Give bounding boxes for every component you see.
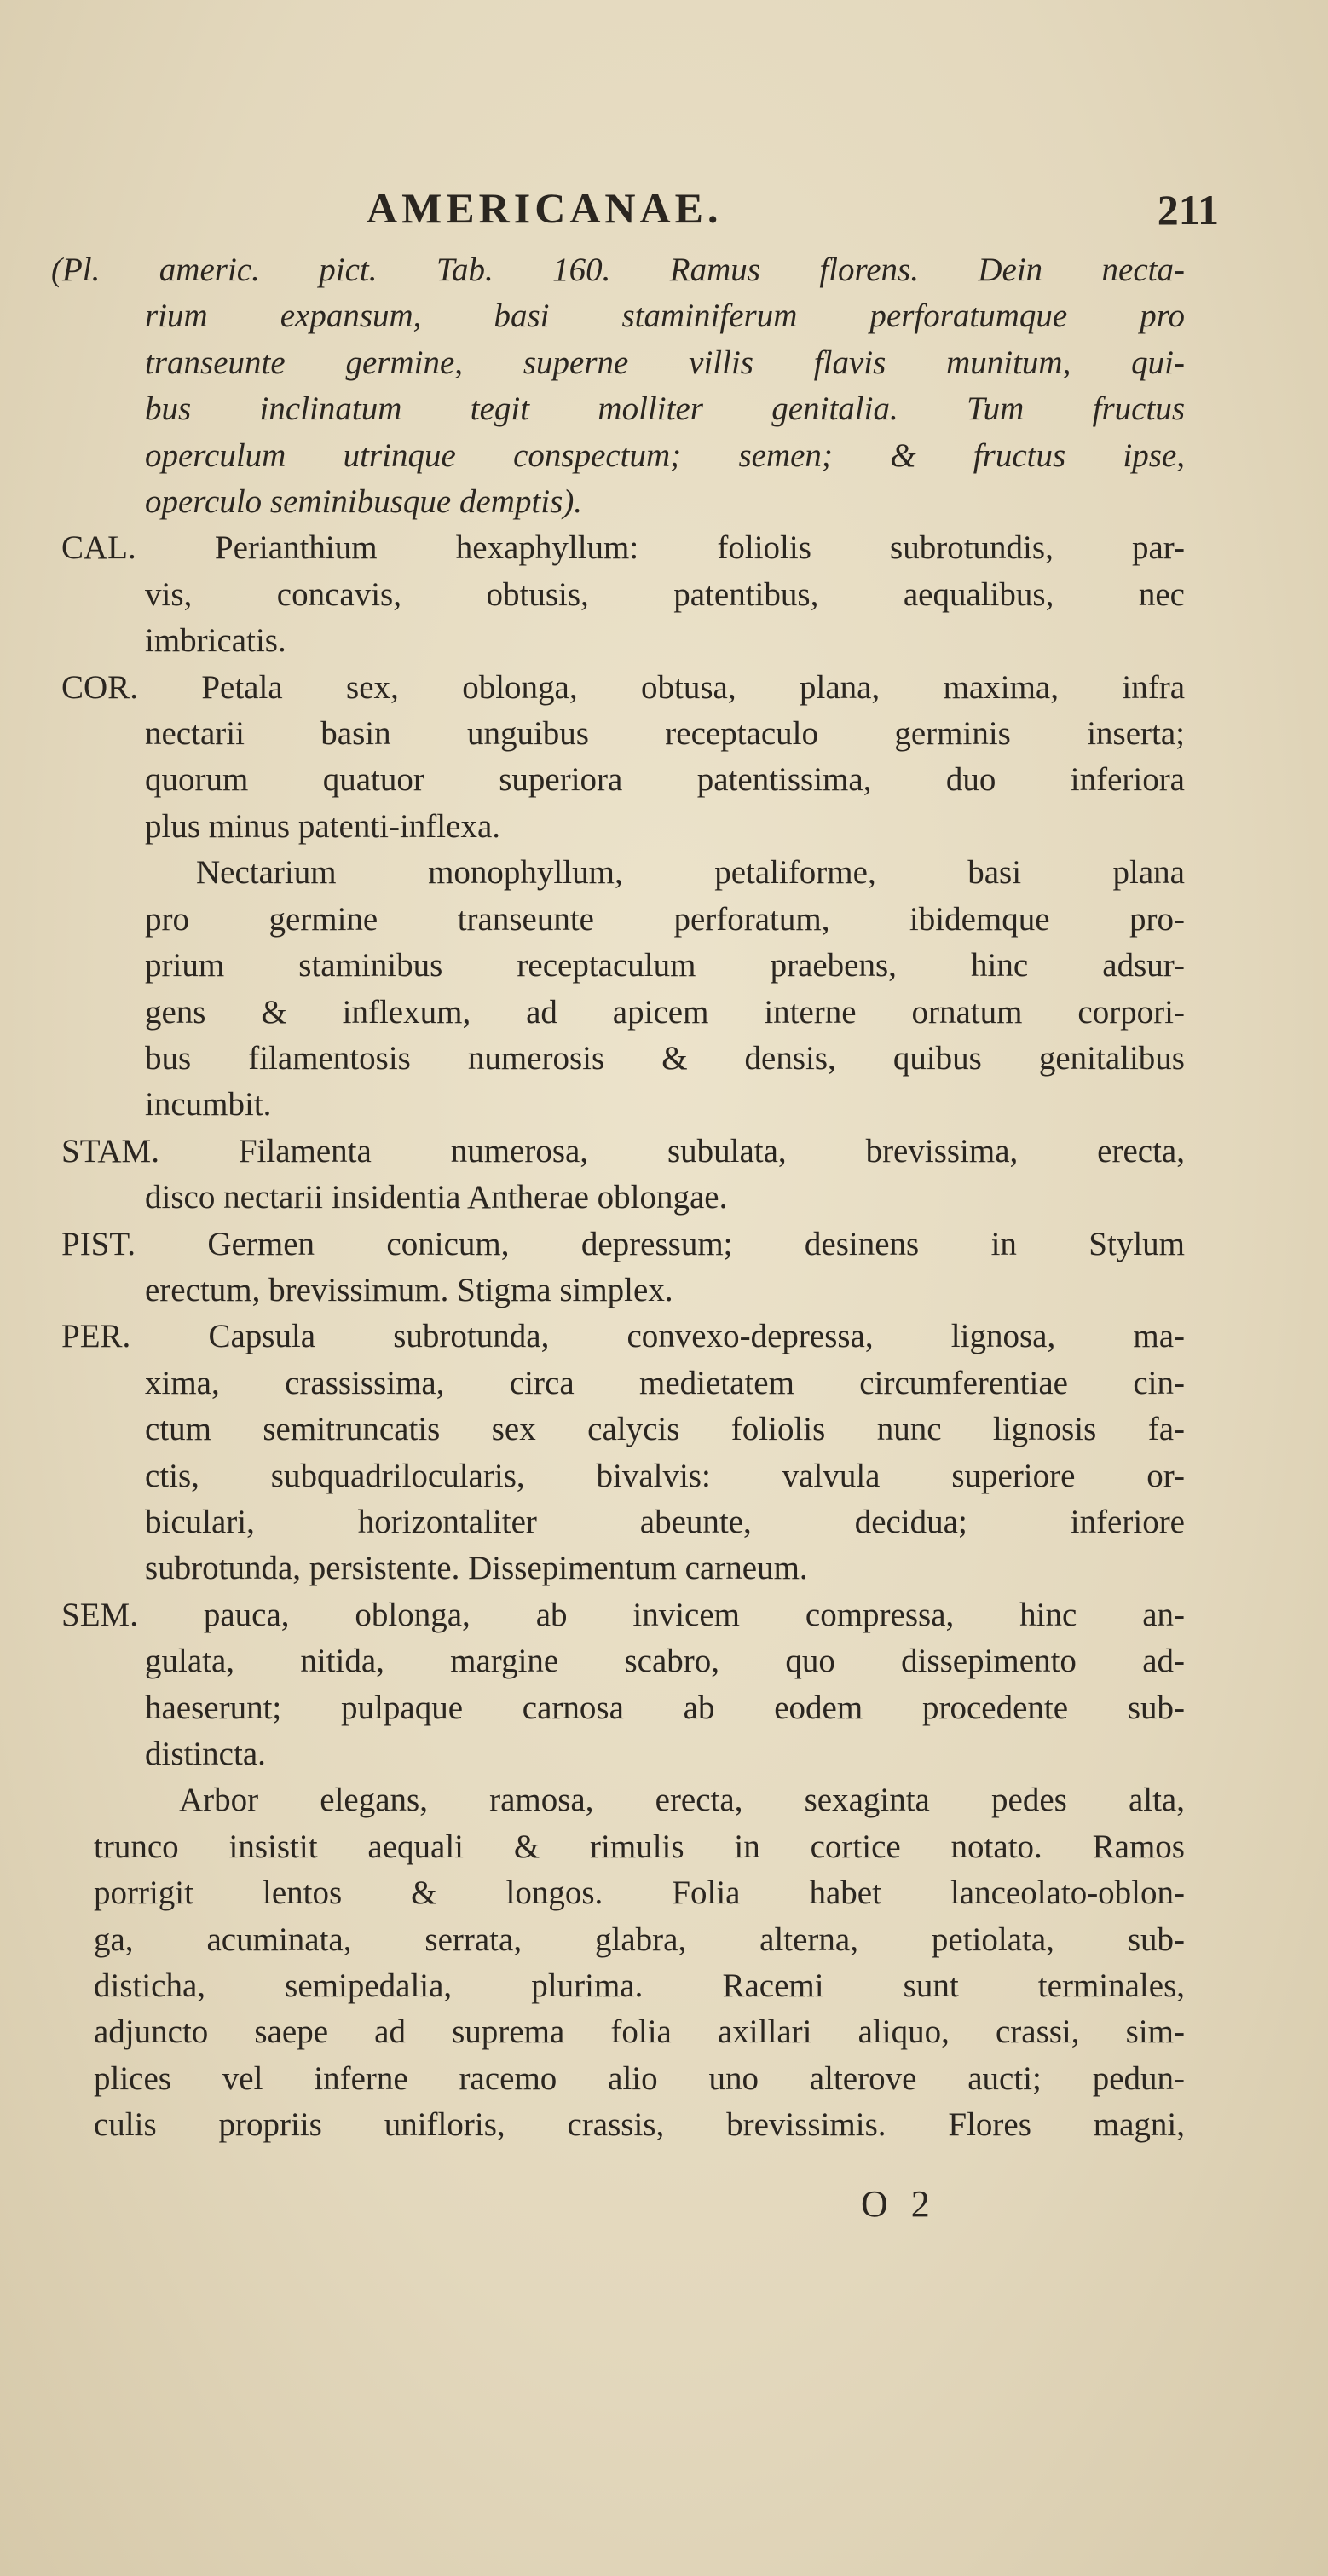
text-line: gens & inflexum, ad apicem interne ornatum corpori- [145, 993, 1185, 1031]
text-line: PIST. Germen conicum, depressum; desinens in Stylum [61, 1225, 1185, 1262]
text-line: xima, crassissima, circa medietatem circumferentiae cin- [145, 1364, 1185, 1401]
running-header [367, 183, 1219, 243]
text-line: pro germine transeunte perforatum, ibidemque pro- [145, 900, 1185, 938]
text-line: prium staminibus receptaculum praebens, hinc adsur- [145, 947, 1185, 985]
text-line: STAM. Filamenta numerosa, subulata, brevissima, erecta, [61, 1132, 1185, 1170]
text-line: disticha, semipedalia, plurima. Racemi sunt terminales, [94, 1967, 1185, 2005]
text-line: (Pl. americ. pict. Tab. 160. Ramus florens. Dein necta- [51, 251, 1185, 288]
text-line: operculo seminibusque demptis). [145, 483, 583, 521]
text-line: CAL. Perianthium hexaphyllum: foliolis subrotundis, par- [61, 529, 1185, 567]
text-line: transeunte germine, superne villis flavis munitum, qui- [145, 344, 1185, 381]
text-line: vis, concavis, obtusis, patentibus, aequalibus, nec [145, 575, 1185, 613]
text-line: haeserunt; pulpaque carnosa ab eodem procedente sub- [145, 1689, 1185, 1726]
text-line: plus minus patenti-inflexa. [145, 807, 501, 845]
text-line: biculari, horizontaliter abeunte, decidua; inferiore [145, 1503, 1185, 1540]
text-line: subrotunda, persistente. Dissepimentum carneum. [145, 1550, 808, 1587]
text-line: ctis, subquadrilocularis, bivalvis: valvula superiore or- [145, 1457, 1185, 1494]
text-line: SEM. pauca, oblonga, ab invicem compressa, hinc an- [61, 1596, 1185, 1633]
text-line: bus inclinatum tegit molliter genitalia. Tum fructus [145, 390, 1185, 428]
text-line: culis propriis unifloris, crassis, brevissimis. Flores magni, [94, 2106, 1185, 2144]
text-line: bus filamentosis numerosis & densis, quibus genitalibus [145, 1039, 1185, 1077]
text-line: Nectarium monophyllum, petaliforme, basi plana [196, 854, 1185, 892]
page-body [51, 247, 1185, 2149]
text-line: trunco insistit aequali & rimulis in cortice notato. Ramos [94, 1828, 1185, 1865]
running-title: AMERICANAE. [367, 184, 723, 232]
text-line: nectarii basin unguibus receptaculo germinis inserta; [145, 715, 1185, 753]
text-line: adjuncto saepe ad suprema folia axillari aliquo, crassi, sim- [94, 2013, 1185, 2051]
text-line: COR. Petala sex, oblonga, obtusa, plana, maxima, infra [61, 668, 1185, 706]
text-line: gulata, nitida, margine scabro, quo dissepimento ad- [145, 1643, 1185, 1680]
text-line: rium expansum, basi staminiferum perforatumque pro [145, 297, 1185, 335]
text-line: quorum quatuor superiora patentissima, duo inferiora [145, 761, 1185, 799]
page-number: 211 [1157, 186, 1219, 234]
text-line: erectum, brevissimum. Stigma simplex. [145, 1271, 673, 1308]
text-line: PER. Capsula subrotunda, convexo-depressa, lignosa, ma- [61, 1318, 1185, 1355]
text-line: ctum semitruncatis sex calycis foliolis nunc lignosis fa- [145, 1411, 1185, 1448]
signature-mark: O 2 [861, 2183, 937, 2225]
text-line: porrigit lentos & longos. Folia habet lanceolato-oblon- [94, 1874, 1185, 1912]
text-line: operculum utrinque conspectum; semen; & fructus ipse, [145, 436, 1185, 474]
text-line: disco nectarii insidentia Antherae oblongae. [145, 1179, 728, 1216]
text-line: incumbit. [145, 1086, 272, 1123]
text-line: distincta. [145, 1736, 266, 1772]
text-line: ga, acuminata, serrata, glabra, alterna, petiolata, sub- [94, 1920, 1185, 1958]
text-line: imbricatis. [145, 622, 286, 660]
text-line: Arbor elegans, ramosa, erecta, sexaginta pedes alta, [179, 1782, 1185, 1819]
text-line: plices vel inferne racemo alio uno alterove aucti; pedun- [94, 2059, 1185, 2097]
